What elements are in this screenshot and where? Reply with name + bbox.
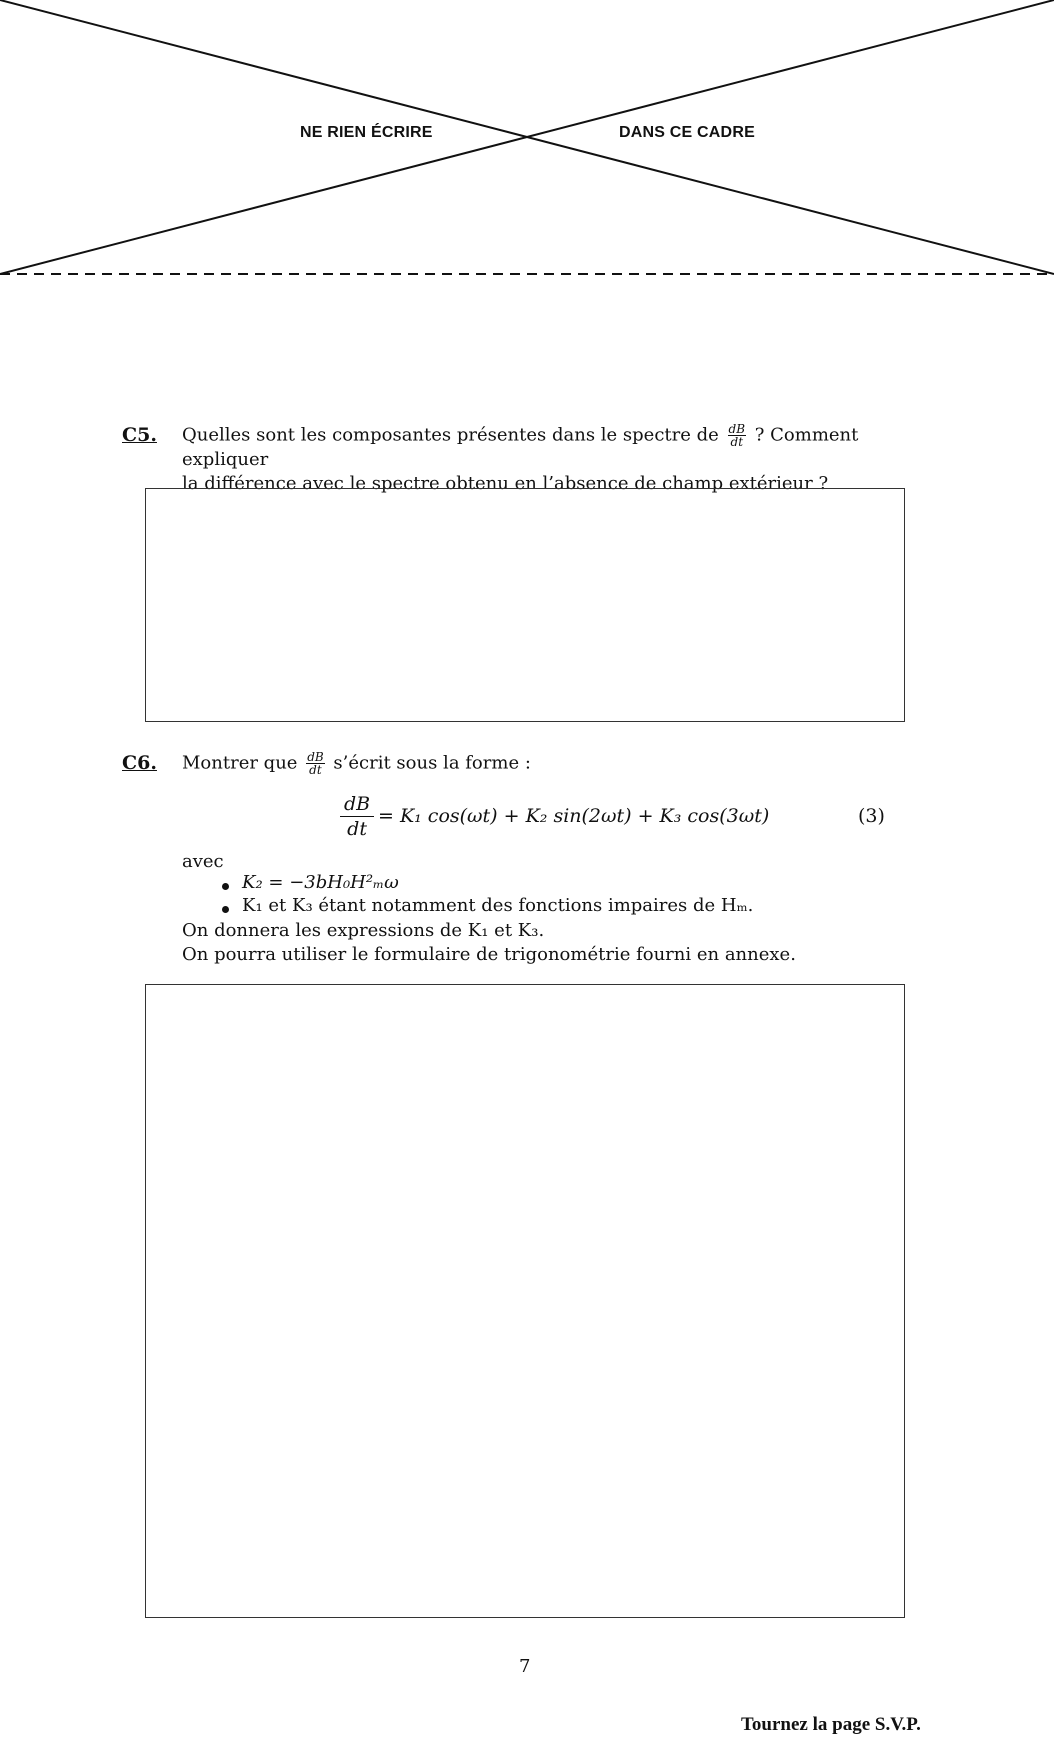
equation-rhs: = K₁ cos(ωt) + K₂ sin(2ωt) + K₃ cos(3ωt): [378, 805, 770, 827]
banner-left: NE RIEN ÉCRIRE: [300, 124, 433, 141]
question-text: Montrer que $\frac{dB}{dt}$ s’écrit sous la forme :: [182, 750, 531, 777]
answer-box-c6[interactable]: [145, 984, 905, 1618]
equation-number: (3): [858, 805, 885, 827]
page-number: 7: [519, 1656, 531, 1677]
fraction-db-dt: $\frac{dB}{dt}$: [307, 750, 324, 777]
cross-lines: [0, 0, 1054, 280]
turn-page-note: Tournez la page S.V.P.: [741, 1714, 921, 1735]
avec-text: avec: [182, 851, 224, 872]
bullet-k1-k3: K₁ et K₃ étant notamment des fonctions impaires de Hₘ.: [242, 895, 754, 916]
bullet-icon: [222, 883, 229, 890]
equation-lhs: $\frac{dB}{dt}$: [340, 792, 374, 841]
banner-right: DANS CE CADRE: [619, 124, 755, 141]
no-write-zone: [0, 0, 1054, 280]
question-text: Quelles sont les composantes présentes dans le spectre de $\frac{dB}{dt}$ ? Comment expliquer la différence avec le spectre obtenu en l’absence de champ extérieur ?: [182, 422, 859, 494]
question-label: C6.: [122, 752, 157, 774]
expressions-line: On donnera les expressions de K₁ et K₃.: [182, 920, 545, 941]
fraction-db-dt: $\frac{dB}{dt}$: [728, 422, 746, 449]
bullet-icon: [222, 906, 229, 913]
answer-box-c5[interactable]: [145, 488, 905, 722]
bullet-k2: K₂ = −3bH₀H²ₘω: [242, 872, 399, 893]
formulaire-line: On pourra utiliser le formulaire de trigonométrie fourni en annexe.: [182, 944, 796, 965]
question-label: C5.: [122, 424, 157, 446]
equation-3: [340, 792, 900, 842]
